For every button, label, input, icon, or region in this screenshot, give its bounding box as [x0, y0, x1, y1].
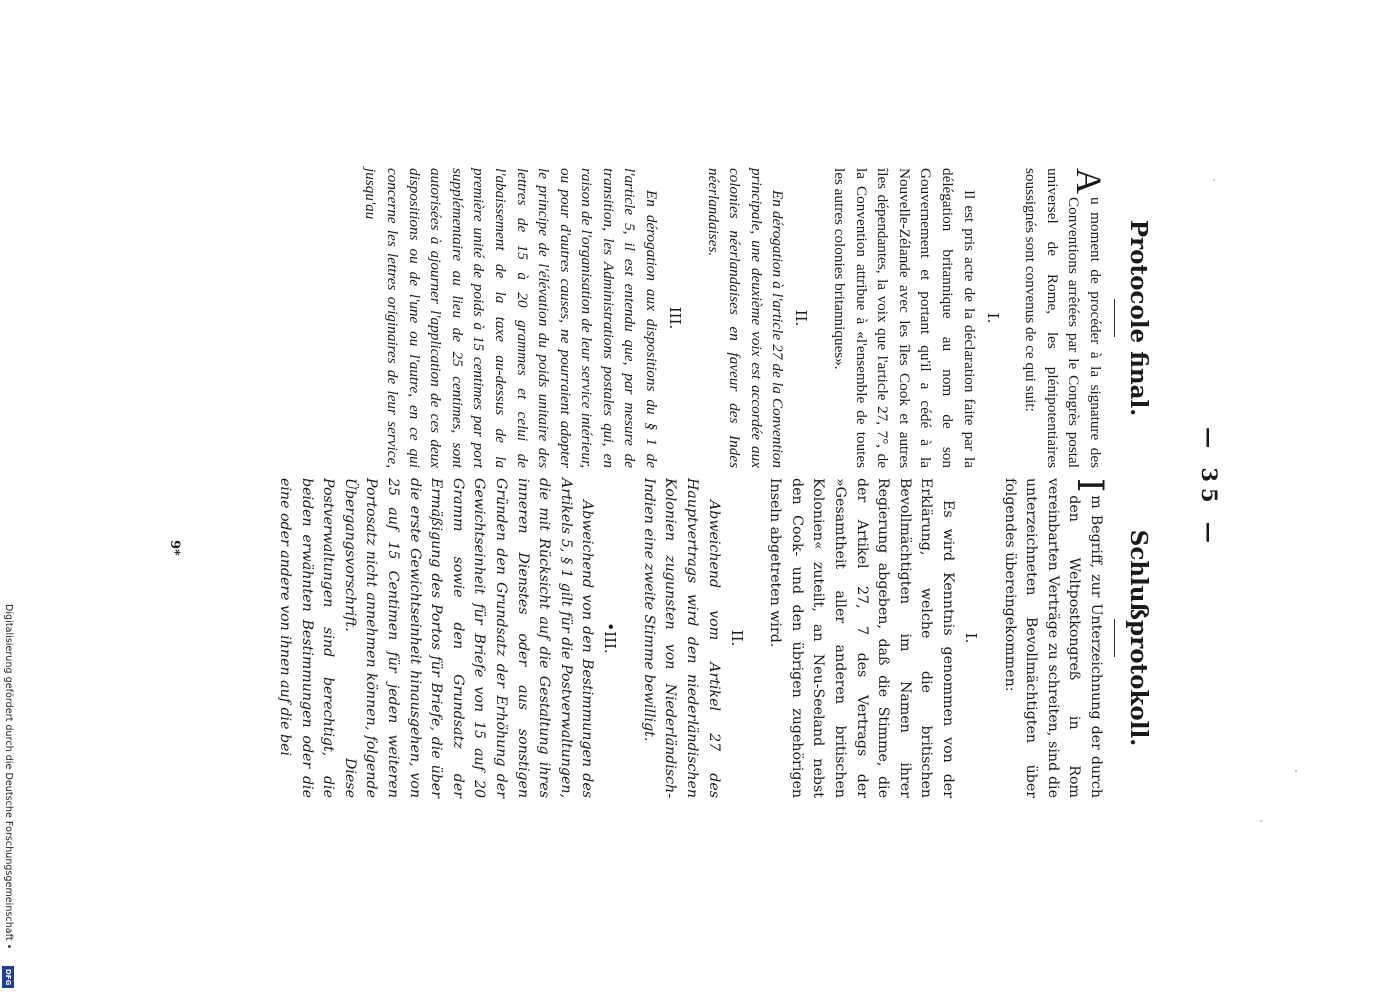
drop-cap: A — [1069, 168, 1109, 194]
french-intro-text: u moment de procéder à la signature des Conventions arrêtées par le Congrès postal universel de Rome, les plénipotentiaires soussignés sont convenus de ce qui suit: — [1022, 168, 1104, 468]
drop-cap: I — [1069, 478, 1110, 493]
page-number: — 35 — — [1197, 427, 1222, 549]
title-rule — [1114, 299, 1115, 337]
french-section-text: En dérogation à l'article 27 de la Convention principale, une deuxième voix est accordée aux colonies néerlandaises en faveur des Indes néerlandaises. — [704, 168, 787, 468]
french-column — [360, 168, 1222, 468]
german-section-text: Es wird Kenntnis genommen von der Erklärung, welche die britischen Bevollmächtigten im Namen ihrer Regierung abgeben, daß die Stimme, die der Artikel 27, 7 des Vertrags der »Gesamtheit aller anderen britischen Kolonien« zuteilt, an Neu-Seeland nebst den Cook- und den übrigen zugehörigen Inseln abgetreten wird. — [767, 478, 957, 798]
french-section-number: II. — [792, 309, 811, 327]
german-section-text: Abweichend von den Bestimmungen des Artikels 5, § 1 gilt für die Postverwaltungen, die mit Rücksicht auf die Gestaltung ihres inneren Dienstes oder aus sonstigen Gründen den Grundsatz der Erhöhung der Gewichtseinheit für Briefe von 15 auf 20 Gramm sowie den Grundsatz der Ermäßigung des Portos für Briefe, die über die erste Gewichtseinheit hinausgehen, von 25 auf 15 Centimen für jeden weiteren Portosatz nicht annehmen können, folgende Übergangsvorschrift. Diese Postverwaltungen sind berechtigt, die beiden erwähnten Bestimmungen oder die eine oder andere von ihnen auf die bei — [277, 478, 596, 798]
french-section-text: Il est pris acte de la déclaration faite par la délégation britannique au nom de son Gouvernement et portant qu'il a cédé à la Nouvelle-Zélande avec les îles Cook et autres îles dépendantes, la voix que l'article 27, 7°, de la Convention attribue à «l'ensemble de toutes les autres colonies britanniques». — [831, 168, 978, 468]
scan-speck — [1213, 179, 1215, 181]
german-section-number: •III. — [601, 622, 620, 654]
german-intro — [998, 478, 1110, 798]
french-section-number: I. — [983, 312, 1002, 324]
french-intro — [1020, 168, 1109, 468]
german-column — [273, 478, 1222, 798]
french-section-text: En dérogation aux dispositions du § 1 de l'article 5, il est entendu que, par mesure de transition, les Administrations postales qui, en raison de l'organisation de leur service intérieur, ou pour d'autres causes, ne pourraient adopter le principe de l'élévation du poids unitaire des lettres de 15 à 20 grammes et celui de l'abaissement de la taxe au-dessus de la première unité de poids à 15 centimes par port supplémentaire au lieu de 25 centimes, sont autorisées à ajourner l'application de ces deux dispositions ou de l'une ou l'autre, en ce qui concerne les lettres originaires de leur service, jusqu'au — [362, 168, 661, 468]
german-section-number: I. — [962, 632, 981, 644]
french-title: Protocole final. — [1125, 219, 1152, 417]
german-intro-text: m Begriff, zur Unterzeichnung der durch den Weltpostkongreß in Rom vereinbarten Verträge zu schreiten, sind die unterzeichneten Bevollmächtigten über folgendes übereingekommen: — [1001, 478, 1104, 798]
margin-credit — [0, 0, 18, 1000]
french-section-number: III. — [666, 306, 685, 330]
dfg-credit-text: Digitalisierung gefördert durch die Deutsche Forschungsgemeinschaft • — [3, 604, 14, 950]
printer-signature: 9* — [167, 540, 182, 556]
german-title: Schlußprotokoll. — [1125, 529, 1152, 747]
german-section-text: Abweichend vom Artikel 27 des Hauptvertrags wird den niederländischen Kolonien zugunsten von Niederländisch-Indien eine zweite Stimme bewilligt. — [640, 478, 722, 798]
scan-speck — [1295, 770, 1297, 772]
dfg-logo: DFG — [2, 966, 14, 988]
german-section-number: II. — [727, 629, 746, 647]
scan-speck — [1260, 820, 1262, 822]
document-page — [152, 168, 1222, 808]
title-rule — [1114, 619, 1115, 657]
